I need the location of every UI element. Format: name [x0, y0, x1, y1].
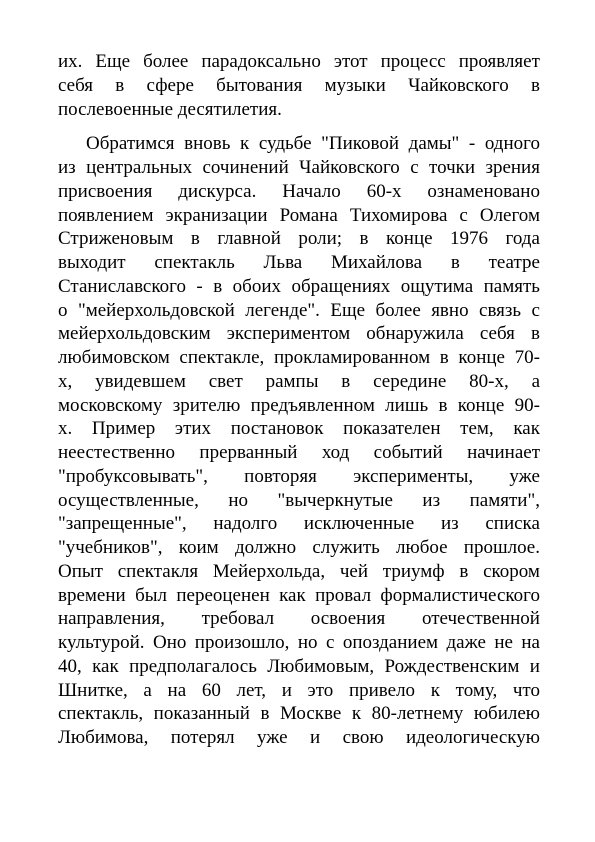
word: легенде". — [245, 299, 320, 321]
word: Романа — [279, 204, 338, 226]
word: Рождественским — [384, 655, 520, 677]
word: - — [468, 133, 476, 155]
word: показанный — [153, 703, 250, 725]
word: но — [228, 489, 249, 511]
word: этих — [174, 418, 212, 440]
body-text — [58, 50, 540, 750]
word: на — [167, 679, 187, 701]
word: повторяя — [244, 465, 317, 487]
word: 60 — [201, 679, 221, 701]
word: был — [135, 584, 167, 606]
word: зрения — [485, 157, 540, 178]
word: на — [521, 632, 540, 653]
word: надолго — [213, 513, 278, 535]
word: а — [143, 679, 152, 701]
word: дамы" — [408, 133, 460, 155]
word: потерял — [170, 727, 235, 748]
word: как — [513, 418, 540, 440]
word: 60-х — [366, 180, 402, 202]
word: Еще — [95, 51, 131, 72]
word: и — [310, 727, 321, 748]
word: главной — [217, 228, 281, 250]
word: исключенные — [303, 513, 415, 535]
word: Мейерхольда, — [212, 560, 326, 582]
word: точки — [429, 157, 476, 178]
word: увидевшем — [95, 370, 186, 392]
word: уже — [509, 465, 540, 487]
word: экранизации — [165, 204, 268, 226]
word: выходит — [58, 252, 126, 273]
word: показателен — [343, 418, 441, 440]
word: времени — [58, 584, 126, 606]
word: "мейерхольдовской — [77, 299, 235, 321]
word: в — [530, 74, 540, 96]
word: что — [512, 679, 540, 701]
word: зрителю — [172, 394, 241, 416]
word: Олегом — [479, 204, 540, 226]
word: скором — [483, 560, 540, 582]
word: себя — [479, 323, 515, 345]
word: обнаружила — [366, 323, 464, 345]
word: Льва — [263, 252, 303, 273]
word: чей — [339, 560, 369, 582]
word: в — [459, 560, 469, 582]
text-line — [58, 417, 540, 441]
word: и — [529, 655, 540, 677]
word: прошлое. — [463, 537, 540, 558]
text-line: послевоенные десятилетия. — [58, 98, 282, 120]
word: событий — [373, 442, 443, 463]
word: конце — [458, 347, 505, 368]
text-line — [58, 50, 540, 74]
word: ход — [321, 442, 350, 463]
word: присвоения — [58, 180, 153, 202]
word: 80-летнему — [371, 703, 464, 725]
word: в — [359, 228, 369, 250]
text-line — [58, 726, 540, 750]
word: х, — [58, 370, 73, 392]
text-line — [58, 346, 540, 370]
word: Начало — [282, 180, 341, 202]
word: обращениях — [291, 275, 391, 297]
text-line — [58, 370, 540, 394]
word: рампы — [265, 370, 319, 392]
word: "пробуксовывать", — [58, 465, 208, 487]
word: триумф — [382, 560, 445, 582]
word: связь — [479, 299, 522, 321]
word: служить — [312, 537, 380, 558]
word: обоих — [232, 275, 282, 297]
word: любимовском — [58, 347, 170, 368]
word: в — [530, 323, 540, 345]
word: появлением — [58, 204, 154, 226]
word: из — [440, 513, 459, 535]
word: Любимова, — [58, 727, 149, 748]
word: года — [505, 228, 540, 250]
word: середине — [373, 370, 447, 392]
word: требовал — [201, 608, 275, 630]
text-line — [58, 512, 540, 536]
word: спектакле, — [179, 347, 265, 368]
word: спектакль, — [58, 703, 144, 725]
word: лет, — [236, 679, 267, 701]
word: предъявленном — [250, 394, 375, 416]
text-line — [58, 607, 540, 631]
text-line — [58, 227, 540, 251]
word: с — [325, 632, 335, 653]
word: бытования — [216, 74, 303, 96]
word: дискурса. — [178, 180, 257, 202]
word: Оно — [152, 632, 187, 653]
word: списка — [485, 513, 540, 535]
word: не — [494, 632, 513, 653]
word: идеологическую — [405, 727, 540, 748]
word: из — [58, 157, 76, 178]
word: вновь — [184, 133, 231, 155]
word: Любимовым, — [267, 655, 375, 677]
word: прокламированном — [273, 347, 431, 368]
word: тому, — [455, 679, 498, 701]
word: лишь — [385, 394, 429, 416]
word: уже — [257, 727, 288, 748]
word: а — [531, 370, 540, 392]
word: даже — [446, 632, 486, 653]
word: осуществленные, — [58, 489, 199, 511]
word: освоения — [310, 608, 386, 630]
word: постановок — [230, 418, 324, 440]
word: юбилею — [473, 703, 540, 725]
word: в — [450, 252, 460, 273]
word: провал — [315, 584, 372, 606]
word: эксперименты, — [353, 465, 474, 487]
word: формалистического — [380, 584, 540, 606]
word: роли; — [298, 228, 343, 250]
word: к — [351, 703, 362, 725]
word: в — [260, 703, 270, 725]
word: явно — [431, 299, 469, 321]
word: культурой. — [58, 632, 145, 653]
word: в — [115, 74, 125, 96]
word: Опыт — [58, 560, 103, 582]
word: произошло, — [194, 632, 290, 653]
word: в — [341, 370, 351, 392]
word: любое — [396, 537, 448, 558]
word: себя — [58, 74, 94, 96]
word: к — [240, 133, 250, 155]
word: ознаменовано — [427, 180, 540, 202]
word: - — [196, 275, 203, 297]
word: 80-х, — [469, 370, 509, 392]
word: одного — [484, 133, 540, 155]
word: с — [459, 204, 468, 226]
text-line — [58, 275, 540, 299]
text-line — [58, 679, 540, 703]
text-line — [58, 322, 540, 346]
word: Обратимся — [86, 133, 175, 155]
word: проявляет — [458, 51, 540, 72]
word: Чайковского — [299, 157, 400, 178]
word: предполагалось — [129, 655, 257, 677]
word: 90- — [514, 394, 540, 416]
word: коим — [178, 537, 219, 558]
word: Станиславского — [58, 275, 186, 297]
word: мейерхольдовским — [58, 323, 211, 345]
word: сочинений — [202, 157, 289, 178]
word: московскому — [58, 394, 163, 416]
text-line — [58, 180, 540, 204]
word: свою — [342, 727, 384, 748]
word: экспериментом — [226, 323, 351, 345]
word: в — [190, 228, 200, 250]
word: памяти", — [469, 489, 540, 511]
word: неестественно — [58, 442, 176, 463]
word: Москве — [279, 703, 342, 725]
word: память — [483, 275, 540, 297]
word: спектакль — [154, 252, 235, 273]
word: Стриженовым — [58, 228, 174, 250]
word: как — [279, 584, 306, 606]
text-line — [58, 536, 540, 560]
text-line — [58, 156, 540, 180]
word: ощутима — [400, 275, 474, 297]
word: переоценен — [176, 584, 270, 606]
text-line — [58, 584, 540, 608]
word: х. — [58, 418, 73, 440]
word: опозданием — [342, 632, 439, 653]
word: парадоксально — [201, 51, 321, 72]
text-line — [58, 394, 540, 418]
text-line — [58, 441, 540, 465]
word: в — [438, 394, 448, 416]
word: процесс — [380, 51, 446, 72]
word: о — [58, 299, 68, 321]
word: 1976 — [450, 228, 489, 250]
word: их. — [58, 51, 83, 72]
text-line — [58, 74, 540, 98]
word: направления, — [58, 608, 165, 630]
word: Шнитке, — [58, 679, 128, 701]
word: спектакля — [117, 560, 199, 582]
word: и — [281, 679, 292, 701]
word: судьбе — [258, 133, 312, 155]
word: но — [297, 632, 318, 653]
word: привело — [348, 679, 416, 701]
word: начинает — [467, 442, 540, 463]
word: музыки — [324, 74, 386, 96]
word: Пример — [91, 418, 156, 440]
word: "учебников", — [58, 537, 163, 558]
word: в — [213, 275, 223, 297]
text-line — [58, 465, 540, 489]
word: центральных — [86, 157, 193, 178]
word: свет — [208, 370, 243, 392]
text-line — [58, 631, 540, 655]
word: Михайлова — [331, 252, 423, 273]
word: этот — [333, 51, 368, 72]
text-line — [58, 489, 540, 513]
word: "Пиковой — [321, 133, 400, 155]
word: 40, — [58, 655, 82, 677]
word: прерванный — [199, 442, 298, 463]
word: в — [439, 347, 449, 368]
word: отечественной — [421, 608, 540, 630]
word: Чайковского — [408, 74, 509, 96]
text-line — [58, 655, 540, 679]
word: Тихомирова — [349, 204, 448, 226]
word: как — [92, 655, 119, 677]
text-line — [58, 251, 540, 275]
word: с — [531, 299, 540, 321]
word: театре — [488, 252, 540, 273]
word: конце — [386, 228, 433, 250]
text-line — [58, 299, 540, 323]
word: более — [143, 51, 189, 72]
text-line — [58, 560, 540, 584]
word: тем, — [460, 418, 494, 440]
word: более — [375, 299, 421, 321]
word: "вычеркнутые — [277, 489, 393, 511]
word: к — [430, 679, 440, 701]
word: сфере — [146, 74, 194, 96]
word: Еще — [330, 299, 366, 321]
word: "запрещенные", — [58, 513, 187, 535]
word: из — [422, 489, 441, 511]
word: должно — [234, 537, 297, 558]
word: это — [307, 679, 334, 701]
word: конце — [457, 394, 505, 416]
text-line — [58, 204, 540, 228]
text-line — [58, 132, 540, 156]
text-line — [58, 702, 540, 726]
word: с — [410, 157, 419, 178]
word: 70- — [514, 347, 540, 368]
